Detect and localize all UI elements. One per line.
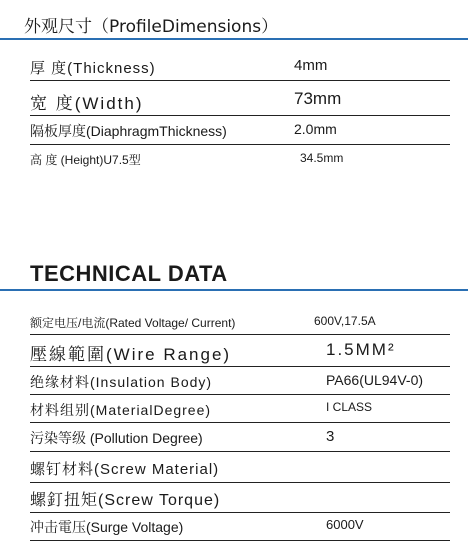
- row-divider: [30, 512, 450, 513]
- profile-dimensions-title: 外观尺寸（ProfileDimensions）: [24, 17, 279, 37]
- row-value: 73mm: [294, 89, 342, 108]
- row-value: 34.5mm: [300, 151, 344, 165]
- row-divider: [30, 366, 450, 367]
- row-label: 额定电压/电流(Rated Voltage/ Current): [30, 316, 236, 330]
- row-divider: [30, 394, 450, 395]
- row-divider: [30, 540, 450, 541]
- row-label: 污染等级 (Pollution Degree): [30, 430, 203, 446]
- row-label: 绝缘材料(Insulation Body): [30, 374, 213, 390]
- row-divider: [30, 482, 450, 483]
- section-divider: [0, 38, 468, 40]
- row-label: 螺釘扭矩(Screw Torque): [30, 492, 221, 509]
- row-label: 材料组别(MaterialDegree): [30, 402, 212, 418]
- row-value: PA66(UL94V-0): [326, 372, 424, 388]
- technical-data-title: TECHNICAL DATA: [30, 261, 228, 286]
- row-label: 厚 度(Thickness): [30, 60, 156, 77]
- row-label: 壓線範圍(Wire Range): [30, 345, 232, 364]
- row-value: 6000V: [326, 517, 364, 532]
- row-value: 4mm: [294, 57, 328, 74]
- row-label: 冲击電压(Surge Voltage): [30, 519, 184, 535]
- row-label: 隔板厚度(DiaphragmThickness): [30, 123, 227, 139]
- row-value: I CLASS: [326, 400, 373, 414]
- row-divider: [30, 334, 450, 335]
- section-divider: [0, 289, 468, 291]
- row-divider: [30, 422, 450, 423]
- row-label: 螺钉材料(Screw Material): [30, 461, 220, 478]
- row-value: 1.5MM²: [326, 340, 396, 359]
- row-value: 3: [326, 428, 335, 445]
- row-label: 高 度 (Height)U7.5型: [30, 153, 141, 167]
- row-divider: [30, 115, 450, 116]
- row-label: 宽 度(Width): [30, 94, 144, 113]
- row-divider: [30, 144, 450, 145]
- row-value: 600V,17.5A: [314, 314, 376, 328]
- row-divider: [30, 451, 450, 452]
- row-divider: [30, 80, 450, 81]
- row-value: 2.0mm: [294, 121, 337, 137]
